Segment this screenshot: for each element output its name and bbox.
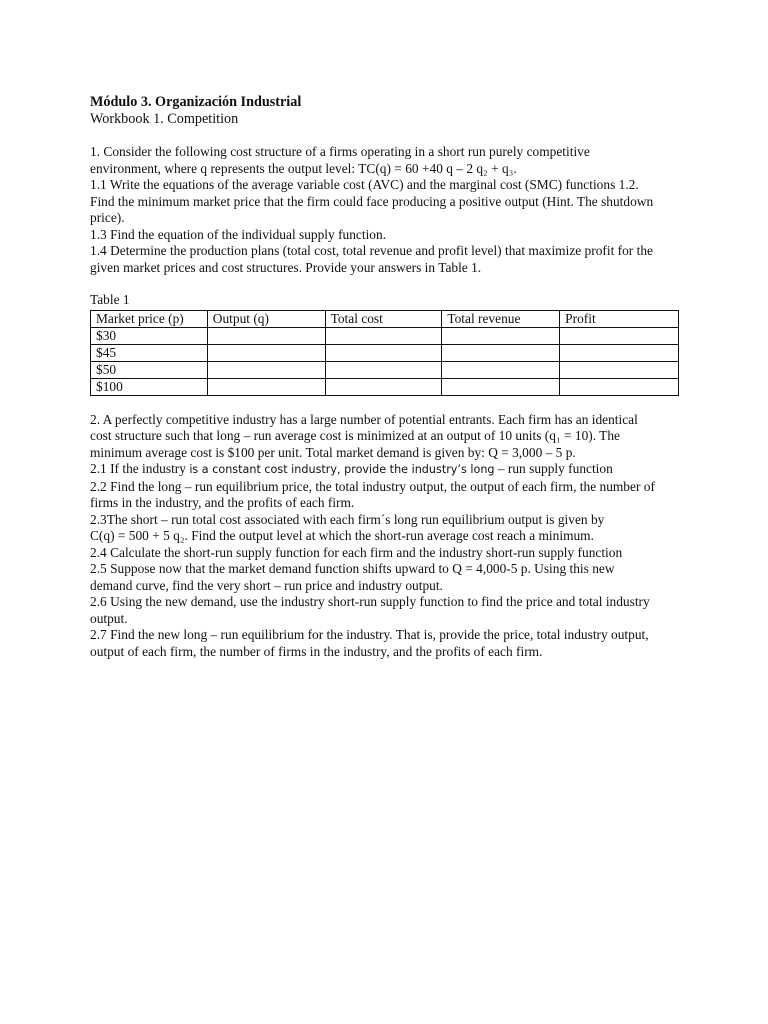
document-content xyxy=(90,94,682,660)
table-cell xyxy=(560,361,679,378)
text-line: output. xyxy=(90,610,128,626)
table-cell: $45 xyxy=(91,344,208,361)
table-row xyxy=(91,344,679,361)
table-cell xyxy=(207,327,325,344)
table-cell: $30 xyxy=(91,327,208,344)
text-line: price). xyxy=(90,210,125,225)
table-cell xyxy=(560,378,679,395)
text-line: 1.4 Determine the production plans (total cost, total revenue and profit level) that maximize profit for the xyxy=(90,243,653,258)
table-cell xyxy=(442,361,560,378)
table-cell xyxy=(207,344,325,361)
table-caption: Table 1 xyxy=(90,292,130,307)
text-span: 2.1 If the industry xyxy=(90,461,190,476)
text-line: Find the minimum market price that the firm could face producing a positive output (Hint. The shutdown xyxy=(90,193,654,209)
text-line: 1.1 Write the equations of the average variable cost (AVC) and the marginal cost (SMC) functions 1.2. xyxy=(90,177,639,192)
document-title: Módulo 3. Organización Industrial xyxy=(90,94,302,110)
text-line: 2. A perfectly competitive industry has a large number of potential entrants. Each firm has an identical xyxy=(90,411,638,427)
table-cell xyxy=(560,327,679,344)
table-header-row xyxy=(91,310,679,327)
text-span: is a constant cost industry, provide the industry’s long xyxy=(189,463,495,476)
table-cell xyxy=(207,378,325,395)
text-line: 2.7 Find the new long – run equilibrium for the industry. That is, provide the price, total industry output, xyxy=(90,627,649,642)
text-line: given market prices and cost structures. Provide your answers in Table 1. xyxy=(90,259,482,275)
header-market-price: Market price (p) xyxy=(91,310,208,327)
text-line: 2.3The short – run total cost associated with each firm´s long run equilibrium output is given by xyxy=(90,511,605,527)
table-row xyxy=(91,361,679,378)
text-line: output of each firm, the number of firms in the industry, and the profits of each firm. xyxy=(90,643,543,659)
text-line: C(q) = 500 + 5 q₂. Find the output level at which the short-run average cost reach a minimum. xyxy=(90,528,594,543)
text-line: 2.2 Find the long – run equilibrium price, the total industry output, the output of each firm, the number of xyxy=(90,478,655,494)
text-line: minimum average cost is $100 per unit. Total market demand is given by: Q = 3,000 – 5 p. xyxy=(90,444,576,460)
text-span: – run supply function xyxy=(494,461,613,476)
text-line: environment, where q represents the output level: TC(q) = 60 +40 q – 2 q₂ + q₃. xyxy=(90,160,517,176)
header-total-revenue: Total revenue xyxy=(442,310,560,327)
text-line: 2.6 Using the new demand, use the industry short-run supply function to find the price and total industry xyxy=(90,594,650,609)
table-row xyxy=(91,327,679,344)
table-cell xyxy=(325,361,442,378)
table-cell xyxy=(325,378,442,395)
document-subtitle: Workbook 1. Competition xyxy=(90,111,239,127)
header-total-cost: Total cost xyxy=(325,310,442,327)
table-cell: $50 xyxy=(91,361,208,378)
table-cell xyxy=(560,344,679,361)
text-line: firms in the industry, and the profits of each firm. xyxy=(90,495,355,510)
text-line: 2.5 Suppose now that the market demand function shifts upward to Q = 4,000-5 p. Using this new xyxy=(90,561,615,576)
table-cell xyxy=(442,344,560,361)
header-profit: Profit xyxy=(560,310,679,327)
table-cell xyxy=(325,344,442,361)
text-line: 2.4 Calculate the short-run supply function for each firm and the industry short-run supply function xyxy=(90,544,623,560)
text-line: cost structure such that long – run average cost is minimized at an output of 10 units (q₁ = 10). The xyxy=(90,428,621,443)
text-line: demand curve, find the very short – run price and industry output. xyxy=(90,577,443,593)
section-1 xyxy=(90,144,682,276)
table-cell xyxy=(325,327,442,344)
text-line: 1.3 Find the equation of the individual supply function. xyxy=(90,226,387,242)
table-1 xyxy=(90,310,679,396)
table-cell: $100 xyxy=(91,378,208,395)
section-2 xyxy=(90,412,682,661)
table-row xyxy=(91,378,679,395)
header-output: Output (q) xyxy=(207,310,325,327)
table-cell xyxy=(442,327,560,344)
table-cell xyxy=(442,378,560,395)
table-cell xyxy=(207,361,325,378)
text-line: 1. Consider the following cost structure of a firms operating in a short run purely competitive xyxy=(90,144,590,159)
text-line-2-1 xyxy=(90,461,682,479)
